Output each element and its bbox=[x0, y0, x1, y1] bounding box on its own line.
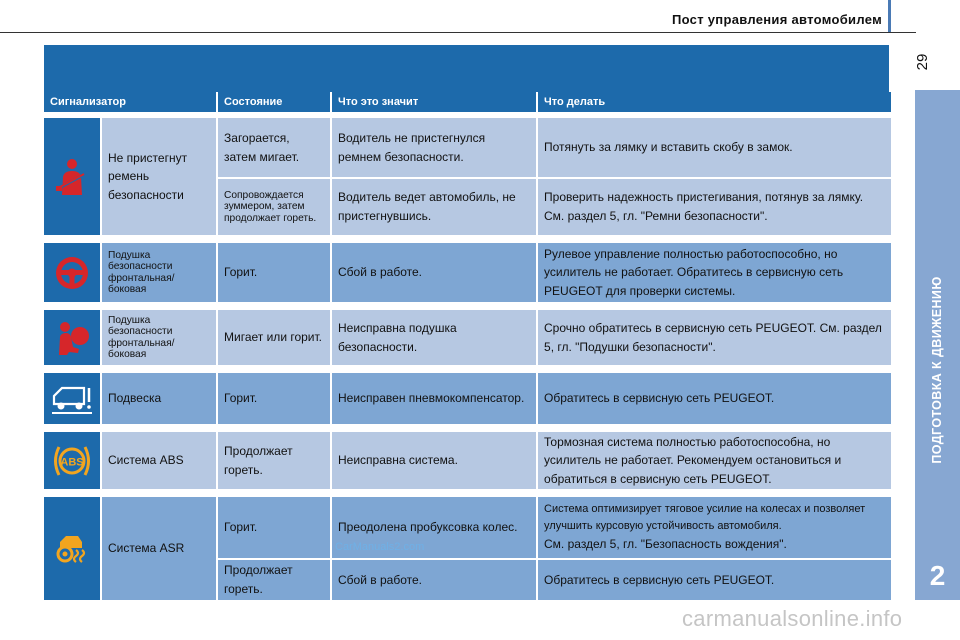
column-header-action: Что делать bbox=[538, 92, 891, 112]
watermark-text: carmanualsonline.info bbox=[682, 606, 903, 631]
chapter-side-tab bbox=[915, 90, 960, 600]
table-row bbox=[44, 373, 891, 426]
meaning-cell: Неисправен пневмокомпенсатор. bbox=[332, 373, 538, 426]
state-cell: Сопровождается зуммером, затем продолжает гореть. bbox=[218, 179, 332, 237]
passenger-airbag-icon bbox=[53, 319, 91, 357]
indicator-label: Система ASR bbox=[102, 497, 218, 602]
action-text: Система оптимизирует тяговое усилие на колесах и позволяет улучшить курсовую устойчивость автомобиля. bbox=[544, 503, 866, 533]
indicator-icon-cell bbox=[44, 373, 102, 426]
page-number: 29 bbox=[914, 53, 931, 71]
table-title-banner bbox=[44, 45, 889, 92]
action-cell bbox=[538, 497, 891, 560]
indicator-icon-cell bbox=[44, 243, 102, 304]
table-row bbox=[44, 497, 891, 560]
steering-airbag-icon bbox=[53, 254, 91, 292]
indicator-icon-cell bbox=[44, 432, 102, 491]
table-row bbox=[44, 432, 891, 491]
action-cell: Потянуть за лямку и вставить скобу в замок. bbox=[538, 118, 891, 179]
indicator-icon-cell bbox=[44, 310, 102, 367]
action-cell: Тормозная система полностью работоспособна, но усилитель не работает. Рекомендуем остановиться и обратиться в сервисную сеть PEUGEOT. bbox=[538, 432, 891, 491]
state-cell: Горит. bbox=[218, 373, 332, 426]
column-header-meaning: Что это значит bbox=[332, 92, 538, 112]
action-cell: Срочно обратитесь в сервисную сеть PEUGEOT. См. раздел 5, гл. "Подушки безопасности". bbox=[538, 310, 891, 367]
indicator-label: Подвеска bbox=[102, 373, 218, 426]
watermark-text: CarManuals2.com bbox=[335, 541, 425, 553]
state-cell: Продолжает гореть. bbox=[218, 432, 332, 491]
page-header-title: Пост управления автомобилем bbox=[671, 12, 882, 27]
warning-lights-table bbox=[44, 92, 891, 602]
indicator-icon-cell bbox=[44, 497, 102, 602]
state-cell: Горит. bbox=[218, 497, 332, 560]
column-header-indicator: Сигнализатор bbox=[44, 92, 218, 112]
state-cell: Горит. bbox=[218, 243, 332, 304]
state-cell: Загорается, затем мигает. bbox=[218, 118, 332, 179]
meaning-cell: Неисправна система. bbox=[332, 432, 538, 491]
table-header-row bbox=[44, 92, 891, 112]
meaning-cell: Неисправна подушка безопасности. bbox=[332, 310, 538, 367]
seatbelt-icon bbox=[53, 157, 91, 197]
meaning-cell: Сбой в работе. bbox=[332, 243, 538, 304]
chapter-number: 2 bbox=[929, 560, 946, 591]
meaning-cell: Сбой в работе. bbox=[332, 560, 538, 602]
meaning-cell: Водитель не пристегнулся ремнем безопасности. bbox=[332, 118, 538, 179]
chapter-title: ПОДГОТОВКА К ДВИЖЕНИЮ bbox=[930, 276, 944, 464]
action-cell: Обратитесь в сервисную сеть PEUGEOT. bbox=[538, 560, 891, 602]
indicator-label: Система ABS bbox=[102, 432, 218, 491]
action-cell: Обратитесь в сервисную сеть PEUGEOT. bbox=[538, 373, 891, 426]
abs-icon bbox=[51, 443, 93, 479]
asr-icon bbox=[52, 532, 92, 566]
state-cell: Мигает или горит. bbox=[218, 310, 332, 367]
svg-text:ABS: ABS bbox=[60, 456, 84, 468]
table-row bbox=[44, 118, 891, 179]
column-header-state: Состояние bbox=[218, 92, 332, 112]
meaning-cell: Преодолена пробуксовка колес. bbox=[332, 497, 538, 560]
meaning-cell: Водитель ведет автомобиль, не пристегнувшись. bbox=[332, 179, 538, 237]
indicator-label: Подушка безопасности фронтальная/ боковая bbox=[102, 310, 218, 367]
action-cell: Рулевое управление полностью работоспособно, но усилитель не работает. Обратитесь в сервисную сеть PEUGEOT для проверки системы. bbox=[538, 243, 891, 304]
indicator-icon-cell bbox=[44, 118, 102, 237]
suspension-icon bbox=[50, 382, 94, 416]
action-text: См. раздел 5, гл. "Безопасность вождения". bbox=[544, 537, 787, 552]
table-row bbox=[44, 243, 891, 304]
indicator-label: Не пристегнут ремень безопасности bbox=[102, 118, 218, 237]
action-cell: Проверить надежность пристегивания, потянув за лямку. См. раздел 5, гл. "Ремни безопасности". bbox=[538, 179, 891, 237]
table-row bbox=[44, 310, 891, 367]
header-accent-bar bbox=[888, 0, 891, 32]
indicator-label: Подушка безопасности фронтальная/ боковая bbox=[102, 243, 218, 304]
header-divider bbox=[0, 32, 916, 33]
state-cell: Продолжает гореть. bbox=[218, 560, 332, 602]
page-header bbox=[0, 0, 960, 40]
